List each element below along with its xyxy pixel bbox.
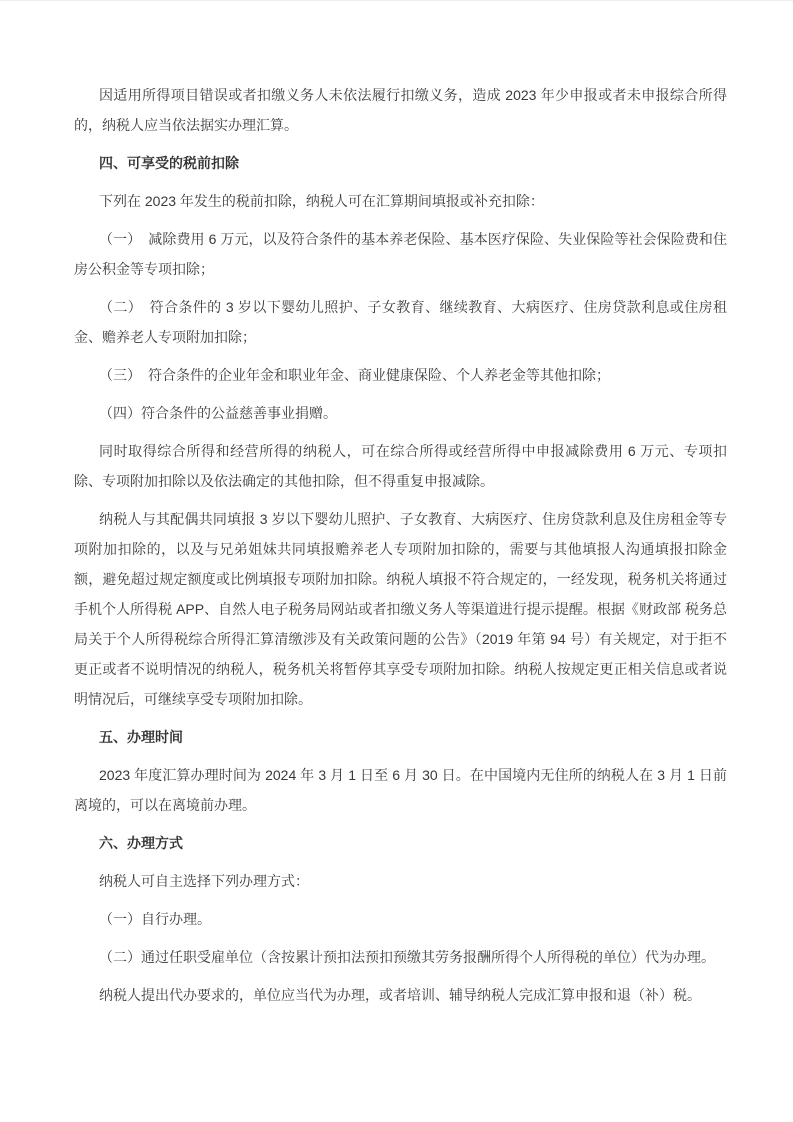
paragraph: 2023 年度汇算办理时间为 2024 年 3 月 1 日至 6 月 30 日。在中国境内无住所的纳税人在 3 月 1 日前离境的，可以在离境前办理。: [74, 767, 727, 813]
paragraph: 下列在 2023 年发生的税前扣除，纳税人可在汇算期间填报或补充扣除：: [99, 193, 544, 209]
page-top-edge: [0, 0, 793, 1]
paragraph: 同时取得综合所得和经营所得的纳税人，可在综合所得或经营所得中申报减除费用 6 万元、专项扣除、专项附加扣除以及依法确定的其他扣除，但不得重复申报减除。: [74, 443, 727, 489]
paragraph: （二） 符合条件的 3 岁以下婴幼儿照护、子女教育、继续教育、大病医疗、住房贷款利息或住房租金、赡养老人专项附加扣除；: [74, 299, 727, 345]
paragraph: （一）自行办理。: [99, 911, 211, 927]
paragraph: （三） 符合条件的企业年金和职业年金、商业健康保险、个人养老金等其他扣除；: [99, 367, 610, 383]
section-heading: 五、办理时间: [99, 729, 183, 745]
paragraph: （一） 减除费用 6 万元，以及符合条件的基本养老保险、基本医疗保险、失业保险等社会保险费和住房公积金等专项扣除；: [74, 231, 727, 277]
document-body: [74, 80, 727, 1010]
paragraph: （四）符合条件的公益慈善事业捐赠。: [99, 405, 337, 421]
paragraph: 纳税人提出代办要求的，单位应当代为办理，或者培训、辅导纳税人完成汇算申报和退（补）税。: [99, 987, 701, 1003]
paragraph: 纳税人可自主选择下列办理方式：: [99, 873, 309, 889]
paragraph: 纳税人与其配偶共同填报 3 岁以下婴幼儿照护、子女教育、大病医疗、住房贷款利息及住房租金等专项附加扣除的，以及与兄弟姐妹共同填报赡养老人专项附加扣除的，需要与其他填报人沟通填报扣除金额，避免超过规定额度或比例填报专项附加扣除。纳税人填报不符合规定的，一经发现，税务机关将通过手机个人所得税 APP、自然人电子税务局网站或者扣缴义务人等渠道进行提示提醒。根据《财政部 税务总局关于个人所得税综合所得汇算清缴涉及有关政策问题的公告》（2019 年第 94 号）有关规定，对于拒不更正或者不说明情况的纳税人，税务机关将暂停其享受专项附加扣除。纳税人按规定更正相关信息或者说明情况后，可继续享受专项附加扣除。: [74, 511, 727, 707]
paragraph: （二）通过任职受雇单位（含按累计预扣法预扣预缴其劳务报酬所得个人所得税的单位）代为办理。: [99, 949, 715, 965]
section-heading: 六、办理方式: [99, 835, 183, 851]
paragraph: 因适用所得项目错误或者扣缴义务人未依法履行扣缴义务，造成 2023 年少申报或者未申报综合所得的，纳税人应当依法据实办理汇算。: [74, 87, 727, 133]
section-heading: 四、可享受的税前扣除: [99, 155, 239, 171]
